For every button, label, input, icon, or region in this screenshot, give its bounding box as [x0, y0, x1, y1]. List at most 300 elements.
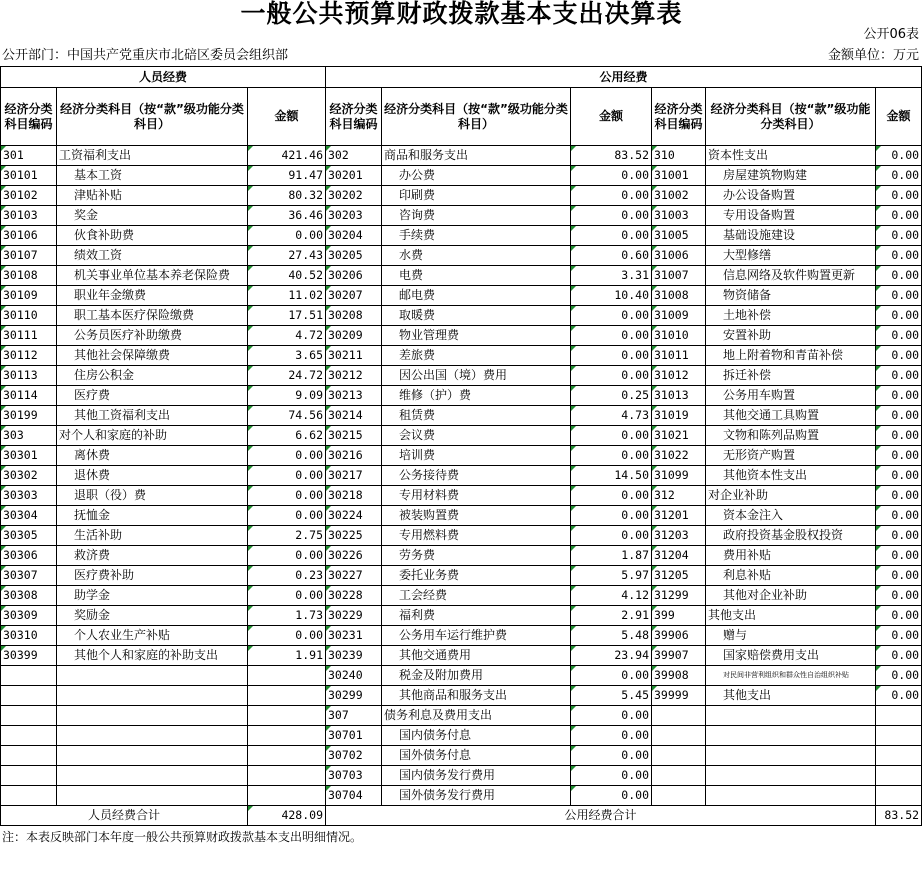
- item-name: 物业管理费: [382, 326, 571, 346]
- item-name: 会议费: [382, 426, 571, 446]
- item-name: 物资储备: [706, 286, 876, 306]
- item-amount: 0.00: [571, 526, 652, 546]
- expenditure-table: [0, 66, 922, 826]
- item-amount: 0.23: [248, 566, 326, 586]
- item-amount: 0.00: [571, 226, 652, 246]
- item-code: 307: [326, 706, 382, 726]
- item-code: 31008: [652, 286, 706, 306]
- table-row: [1, 186, 922, 206]
- item-amount: 0.00: [571, 786, 652, 806]
- item-code: 30213: [326, 386, 382, 406]
- item-name: 文物和陈列品购置: [706, 426, 876, 446]
- item-amount: 0.00: [876, 186, 922, 206]
- item-name: 商品和服务支出: [382, 146, 571, 166]
- item-name: 国内债务发行费用: [382, 766, 571, 786]
- item-name: [57, 786, 248, 806]
- item-amount: 0.00: [248, 466, 326, 486]
- item-code: 30307: [1, 566, 57, 586]
- item-name: 资本性支出: [706, 146, 876, 166]
- table-row: [1, 786, 922, 806]
- item-code: 30227: [326, 566, 382, 586]
- item-name: 工资福利支出: [57, 146, 248, 166]
- item-name: 劳务费: [382, 546, 571, 566]
- item-code: 30214: [326, 406, 382, 426]
- item-name: 对企业补助: [706, 486, 876, 506]
- table-row: [1, 466, 922, 486]
- item-name: 职工基本医疗保险缴费: [57, 306, 248, 326]
- table-row: [1, 686, 922, 706]
- column-header-row: [1, 88, 922, 146]
- item-code: 30240: [326, 666, 382, 686]
- item-code: 30215: [326, 426, 382, 446]
- item-name: [706, 786, 876, 806]
- item-name: 资本金注入: [706, 506, 876, 526]
- table-row: [1, 266, 922, 286]
- item-name: 其他交通工具购置: [706, 406, 876, 426]
- item-code: 30113: [1, 366, 57, 386]
- item-amount: [248, 726, 326, 746]
- item-code: 30231: [326, 626, 382, 646]
- item-name: 政府投资基金股权投资: [706, 526, 876, 546]
- item-code: 31012: [652, 366, 706, 386]
- table-row: [1, 446, 922, 466]
- personnel-total-label: 人员经费合计: [1, 806, 248, 826]
- item-code: 30212: [326, 366, 382, 386]
- item-name: [57, 666, 248, 686]
- item-name: 职业年金缴费: [57, 286, 248, 306]
- item-code: 30306: [1, 546, 57, 566]
- item-code: [652, 706, 706, 726]
- item-code: [652, 766, 706, 786]
- totals-row: [1, 806, 922, 826]
- table-row: [1, 646, 922, 666]
- table-row: [1, 626, 922, 646]
- item-amount: 0.00: [876, 546, 922, 566]
- item-amount: 0.00: [248, 546, 326, 566]
- item-amount: 0.00: [876, 466, 922, 486]
- item-name: 公务接待费: [382, 466, 571, 486]
- item-code: 31019: [652, 406, 706, 426]
- item-name: 大型修缮: [706, 246, 876, 266]
- item-name: 专用材料费: [382, 486, 571, 506]
- item-code: 30199: [1, 406, 57, 426]
- item-code: 31099: [652, 466, 706, 486]
- item-amount: 80.32: [248, 186, 326, 206]
- item-name: [57, 706, 248, 726]
- item-code: 30399: [1, 646, 57, 666]
- item-code: 30103: [1, 206, 57, 226]
- item-amount: 0.00: [248, 586, 326, 606]
- personnel-total-value: 428.09: [248, 806, 326, 826]
- item-code: 30109: [1, 286, 57, 306]
- item-name: 住房公积金: [57, 366, 248, 386]
- item-name: 赠与: [706, 626, 876, 646]
- item-code: [1, 706, 57, 726]
- table-row: [1, 406, 922, 426]
- item-name: 其他对企业补助: [706, 586, 876, 606]
- item-amount: 0.00: [571, 766, 652, 786]
- item-name: 专用设备购置: [706, 206, 876, 226]
- item-amount: [248, 746, 326, 766]
- item-amount: 14.50: [571, 466, 652, 486]
- item-name: 被装购置费: [382, 506, 571, 526]
- item-amount: 0.00: [876, 446, 922, 466]
- item-name: 福利费: [382, 606, 571, 626]
- item-code: 31010: [652, 326, 706, 346]
- item-amount: [876, 726, 922, 746]
- item-amount: 0.00: [876, 686, 922, 706]
- item-code: 31201: [652, 506, 706, 526]
- item-amount: 0.25: [571, 386, 652, 406]
- item-amount: 0.00: [571, 326, 652, 346]
- item-name: 抚恤金: [57, 506, 248, 526]
- table-row: [1, 286, 922, 306]
- item-amount: 4.73: [571, 406, 652, 426]
- item-code: 30110: [1, 306, 57, 326]
- item-amount: 24.72: [248, 366, 326, 386]
- item-code: 30304: [1, 506, 57, 526]
- item-code: 30107: [1, 246, 57, 266]
- item-code: 30301: [1, 446, 57, 466]
- item-name: 救济费: [57, 546, 248, 566]
- item-name: 费用补贴: [706, 546, 876, 566]
- item-code: 39906: [652, 626, 706, 646]
- item-name: 委托业务费: [382, 566, 571, 586]
- item-name: 其他个人和家庭的补助支出: [57, 646, 248, 666]
- item-name: 个人农业生产补贴: [57, 626, 248, 646]
- item-name: [706, 706, 876, 726]
- item-name: 其他交通费用: [382, 646, 571, 666]
- item-name: 其他商品和服务支出: [382, 686, 571, 706]
- item-code: 39908: [652, 666, 706, 686]
- item-amount: 0.00: [571, 666, 652, 686]
- item-name: 退职（役）费: [57, 486, 248, 506]
- item-amount: 0.00: [876, 166, 922, 186]
- item-code: 30302: [1, 466, 57, 486]
- item-code: 31005: [652, 226, 706, 246]
- item-code: 30206: [326, 266, 382, 286]
- item-code: 31021: [652, 426, 706, 446]
- item-code: 30303: [1, 486, 57, 506]
- item-amount: 4.72: [248, 326, 326, 346]
- item-code: 30112: [1, 346, 57, 366]
- item-amount: 23.94: [571, 646, 652, 666]
- item-name: 邮电费: [382, 286, 571, 306]
- item-code: 31006: [652, 246, 706, 266]
- item-name: 对民间非营利组织和群众性自治组织补贴: [706, 666, 876, 686]
- item-name: 其他工资福利支出: [57, 406, 248, 426]
- item-amount: 0.00: [876, 646, 922, 666]
- table-row: [1, 506, 922, 526]
- item-code: [1, 746, 57, 766]
- item-amount: 0.00: [876, 586, 922, 606]
- item-code: 30211: [326, 346, 382, 366]
- table-row: [1, 146, 922, 166]
- item-amount: 0.00: [571, 426, 652, 446]
- header-name-1: 经济分类科目（按“款”级功能分类科目）: [57, 88, 248, 146]
- table-row: [1, 586, 922, 606]
- item-amount: 0.00: [876, 286, 922, 306]
- item-name: 绩效工资: [57, 246, 248, 266]
- item-name: 工会经费: [382, 586, 571, 606]
- item-code: 31011: [652, 346, 706, 366]
- header-name-2: 经济分类科目（按“款”级功能分类科目）: [382, 88, 571, 146]
- item-amount: 0.00: [248, 626, 326, 646]
- item-code: 31003: [652, 206, 706, 226]
- item-code: [1, 726, 57, 746]
- item-name: 退休费: [57, 466, 248, 486]
- item-name: 医疗费补助: [57, 566, 248, 586]
- item-code: 30225: [326, 526, 382, 546]
- item-code: 30202: [326, 186, 382, 206]
- item-amount: 83.52: [571, 146, 652, 166]
- item-name: 手续费: [382, 226, 571, 246]
- item-name: 办公费: [382, 166, 571, 186]
- item-code: 30203: [326, 206, 382, 226]
- item-amount: 421.46: [248, 146, 326, 166]
- item-code: 30704: [326, 786, 382, 806]
- item-amount: 0.00: [876, 406, 922, 426]
- item-name: 取暖费: [382, 306, 571, 326]
- item-name: 土地补偿: [706, 306, 876, 326]
- table-row: [1, 666, 922, 686]
- item-amount: [248, 666, 326, 686]
- item-name: [57, 746, 248, 766]
- table-row: [1, 746, 922, 766]
- header-code-3: 经济分类科目编码: [652, 88, 706, 146]
- item-name: [706, 726, 876, 746]
- item-amount: 10.40: [571, 286, 652, 306]
- item-amount: 0.00: [876, 246, 922, 266]
- item-amount: 0.00: [248, 226, 326, 246]
- item-code: 30204: [326, 226, 382, 246]
- item-code: 31205: [652, 566, 706, 586]
- item-amount: 27.43: [248, 246, 326, 266]
- item-amount: 0.00: [571, 186, 652, 206]
- item-amount: 1.73: [248, 606, 326, 626]
- item-amount: 6.62: [248, 426, 326, 446]
- item-name: 电费: [382, 266, 571, 286]
- item-name: 信息网络及软件购置更新: [706, 266, 876, 286]
- item-amount: [876, 766, 922, 786]
- item-code: 39907: [652, 646, 706, 666]
- item-code: 30106: [1, 226, 57, 246]
- item-code: 31007: [652, 266, 706, 286]
- item-amount: [248, 686, 326, 706]
- report-title: 一般公共预算财政拨款基本支出决算表: [240, 0, 683, 28]
- item-code: [1, 766, 57, 786]
- item-amount: 0.60: [571, 246, 652, 266]
- item-code: 30208: [326, 306, 382, 326]
- item-name: 离休费: [57, 446, 248, 466]
- table-row: [1, 546, 922, 566]
- item-amount: 0.00: [876, 366, 922, 386]
- public-total-value: 83.52: [876, 806, 922, 826]
- item-code: 31013: [652, 386, 706, 406]
- item-code: 30216: [326, 446, 382, 466]
- item-amount: 91.47: [248, 166, 326, 186]
- item-name: 机关事业单位基本养老保险费: [57, 266, 248, 286]
- item-name: 债务利息及费用支出: [382, 706, 571, 726]
- item-code: 302: [326, 146, 382, 166]
- header-amount-3: 金额: [876, 88, 922, 146]
- item-name: 咨询费: [382, 206, 571, 226]
- table-row: [1, 486, 922, 506]
- item-name: 助学金: [57, 586, 248, 606]
- item-code: 30201: [326, 166, 382, 186]
- item-code: 30102: [1, 186, 57, 206]
- item-amount: 11.02: [248, 286, 326, 306]
- table-row: [1, 566, 922, 586]
- item-amount: 1.91: [248, 646, 326, 666]
- header-name-3: 经济分类科目（按“款”级功能分类科目）: [706, 88, 876, 146]
- item-amount: 3.31: [571, 266, 652, 286]
- item-name: [706, 766, 876, 786]
- item-name: 维修（护）费: [382, 386, 571, 406]
- item-name: 对个人和家庭的补助: [57, 426, 248, 446]
- item-code: 30217: [326, 466, 382, 486]
- table-row: [1, 206, 922, 226]
- table-row: [1, 706, 922, 726]
- item-amount: 0.00: [248, 486, 326, 506]
- item-code: 30207: [326, 286, 382, 306]
- item-name: 房屋建筑物购建: [706, 166, 876, 186]
- item-code: 30108: [1, 266, 57, 286]
- item-code: 31022: [652, 446, 706, 466]
- item-name: 基本工资: [57, 166, 248, 186]
- item-name: 安置补助: [706, 326, 876, 346]
- item-amount: 40.52: [248, 266, 326, 286]
- item-amount: 0.00: [571, 446, 652, 466]
- item-name: 国内债务付息: [382, 726, 571, 746]
- item-code: 31203: [652, 526, 706, 546]
- item-amount: 0.00: [571, 726, 652, 746]
- item-code: 30308: [1, 586, 57, 606]
- item-amount: 9.09: [248, 386, 326, 406]
- item-code: 30305: [1, 526, 57, 546]
- item-amount: 0.00: [876, 146, 922, 166]
- item-amount: 36.46: [248, 206, 326, 226]
- item-code: 30229: [326, 606, 382, 626]
- item-code: 30228: [326, 586, 382, 606]
- item-code: [652, 786, 706, 806]
- item-amount: 0.00: [876, 426, 922, 446]
- item-code: 312: [652, 486, 706, 506]
- item-code: 30701: [326, 726, 382, 746]
- department-label: 公开部门：中国共产党重庆市北碚区委员会组织部: [2, 48, 289, 63]
- item-name: 水费: [382, 246, 571, 266]
- item-code: 310: [652, 146, 706, 166]
- table-row: [1, 326, 922, 346]
- table-row: [1, 246, 922, 266]
- item-name: 公务用车运行维护费: [382, 626, 571, 646]
- item-name: 无形资产购置: [706, 446, 876, 466]
- item-name: 印刷费: [382, 186, 571, 206]
- item-amount: 0.00: [876, 326, 922, 346]
- item-code: 39999: [652, 686, 706, 706]
- item-amount: 2.75: [248, 526, 326, 546]
- item-amount: 2.91: [571, 606, 652, 626]
- item-name: [57, 726, 248, 746]
- item-code: 31204: [652, 546, 706, 566]
- item-name: [57, 766, 248, 786]
- item-code: 30111: [1, 326, 57, 346]
- item-name: 办公设备购置: [706, 186, 876, 206]
- header-code-2: 经济分类科目编码: [326, 88, 382, 146]
- item-code: 31001: [652, 166, 706, 186]
- group-header-row: [1, 67, 922, 88]
- unit-label: 金额单位：万元: [827, 48, 919, 63]
- item-amount: [248, 766, 326, 786]
- item-name: 培训费: [382, 446, 571, 466]
- item-code: [1, 686, 57, 706]
- item-name: 租赁费: [382, 406, 571, 426]
- item-code: [1, 786, 57, 806]
- item-amount: 0.00: [876, 566, 922, 586]
- table-row: [1, 346, 922, 366]
- item-name: 公务员医疗补助缴费: [57, 326, 248, 346]
- item-code: 30209: [326, 326, 382, 346]
- item-amount: 5.45: [571, 686, 652, 706]
- item-amount: 0.00: [571, 166, 652, 186]
- item-amount: 0.00: [571, 366, 652, 386]
- item-name: 税金及附加费用: [382, 666, 571, 686]
- item-amount: 0.00: [876, 606, 922, 626]
- item-name: 地上附着物和青苗补偿: [706, 346, 876, 366]
- item-code: 303: [1, 426, 57, 446]
- item-name: 其他资本性支出: [706, 466, 876, 486]
- item-code: 31009: [652, 306, 706, 326]
- item-code: 30309: [1, 606, 57, 626]
- item-amount: 0.00: [876, 526, 922, 546]
- item-amount: [248, 786, 326, 806]
- item-amount: 0.00: [248, 506, 326, 526]
- public-total-label: 公用经费合计: [326, 806, 876, 826]
- item-code: 30218: [326, 486, 382, 506]
- item-code: 30226: [326, 546, 382, 566]
- item-code: 301: [1, 146, 57, 166]
- item-name: 基础设施建设: [706, 226, 876, 246]
- table-row: [1, 386, 922, 406]
- item-amount: 0.00: [876, 666, 922, 686]
- table-row: [1, 526, 922, 546]
- item-code: [652, 746, 706, 766]
- item-amount: 0.00: [876, 506, 922, 526]
- item-code: 30101: [1, 166, 57, 186]
- table-row: [1, 166, 922, 186]
- item-name: 专用燃料费: [382, 526, 571, 546]
- item-amount: 5.48: [571, 626, 652, 646]
- item-code: 30310: [1, 626, 57, 646]
- item-amount: [876, 706, 922, 726]
- item-code: 30205: [326, 246, 382, 266]
- item-name: 差旅费: [382, 346, 571, 366]
- item-amount: 0.00: [876, 626, 922, 646]
- item-amount: 1.87: [571, 546, 652, 566]
- group-personnel: 人员经费: [1, 67, 326, 88]
- table-row: [1, 226, 922, 246]
- item-amount: 0.00: [876, 346, 922, 366]
- item-amount: 0.00: [248, 446, 326, 466]
- item-name: 国外债务付息: [382, 746, 571, 766]
- item-name: 其他支出: [706, 606, 876, 626]
- item-code: 30703: [326, 766, 382, 786]
- item-name: 生活补助: [57, 526, 248, 546]
- item-code: 30239: [326, 646, 382, 666]
- table-row: [1, 426, 922, 446]
- item-name: 利息补贴: [706, 566, 876, 586]
- item-code: 31002: [652, 186, 706, 206]
